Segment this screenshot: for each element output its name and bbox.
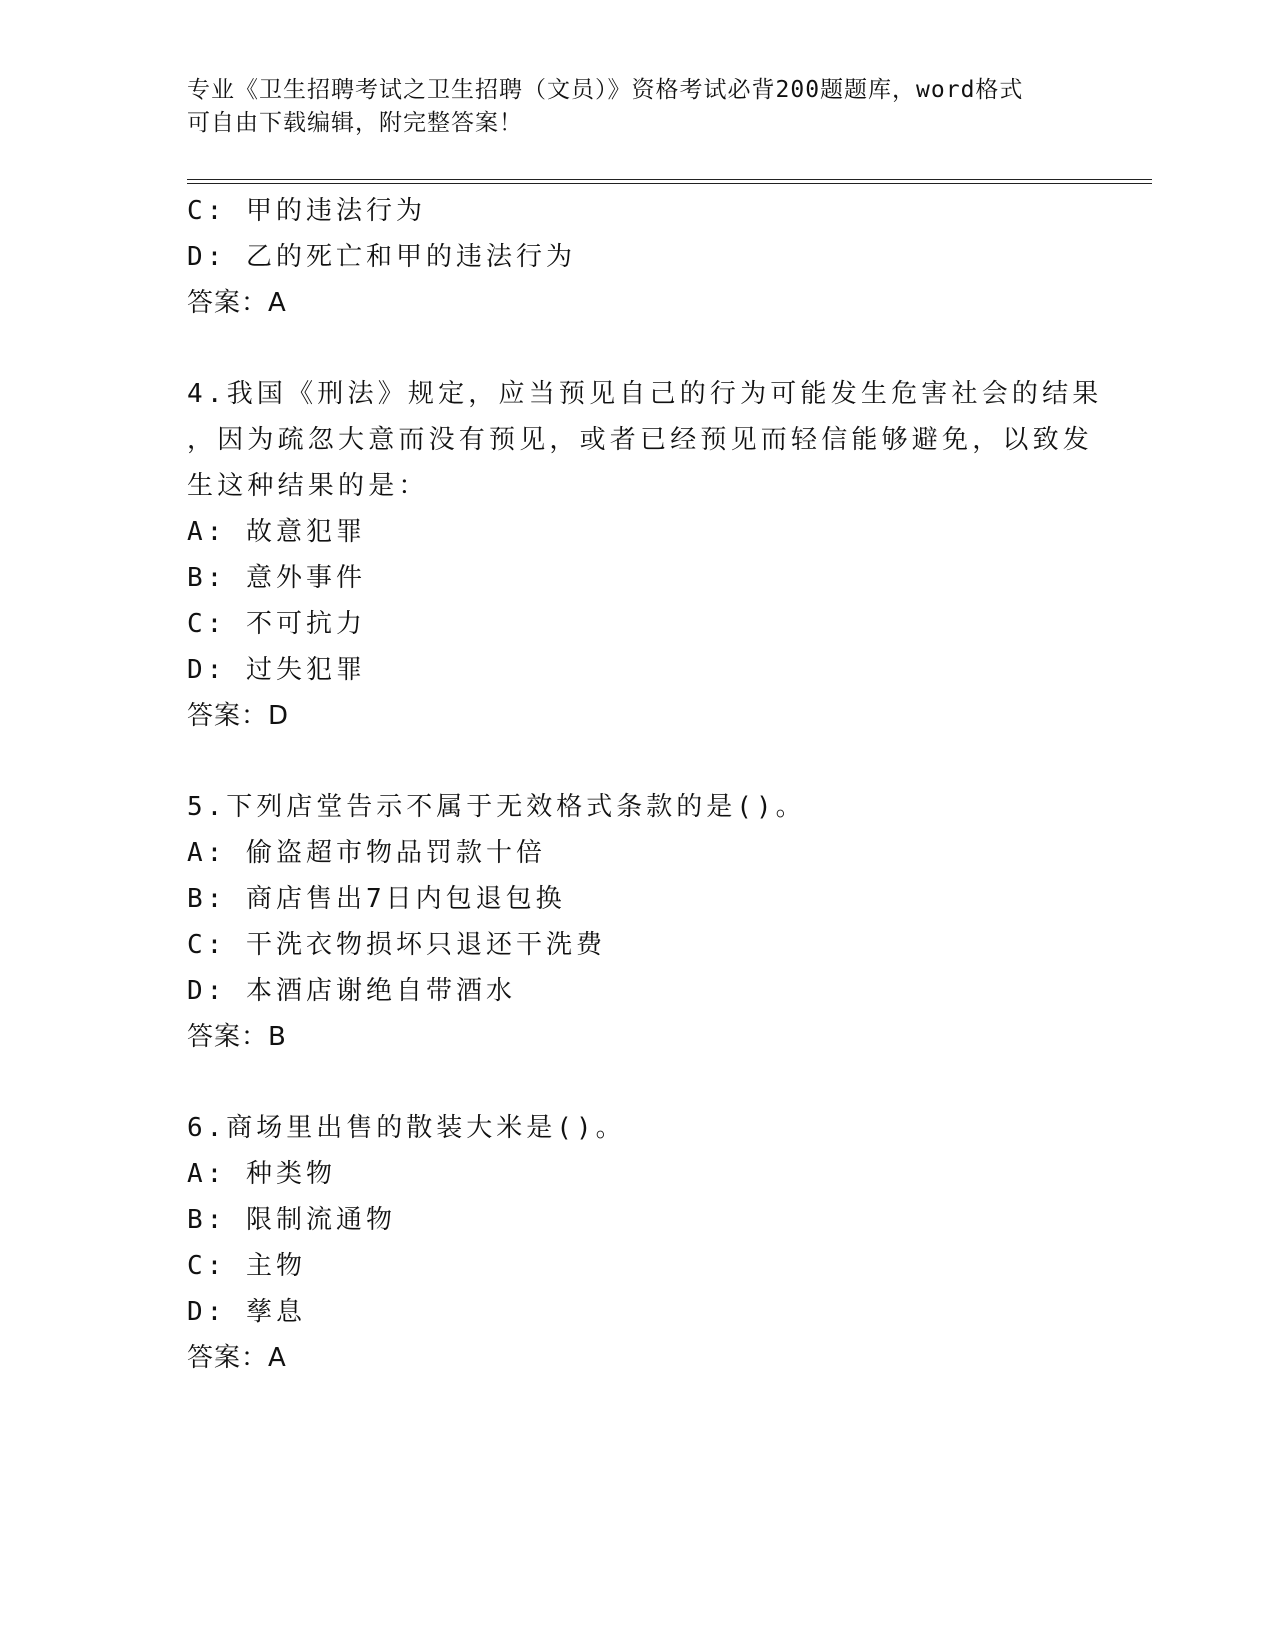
question-5 [187,784,1087,1060]
option-c: C: 干洗衣物损坏只退还干洗费 [187,930,606,960]
option-c: C: 不可抗力 [187,609,366,639]
question-stem: 6.商场里出售的散装大米是()。 [187,1113,626,1143]
answer: 答案：A [187,1343,287,1373]
spacer [187,739,1087,784]
option-d: D: 孳息 [187,1297,306,1327]
header-line-1: 专业《卫生招聘考试之卫生招聘（文员）》资格考试必背200题题库，word格式 [187,77,1024,103]
option-b: B: 限制流通物 [187,1205,396,1235]
option-a: A: 种类物 [187,1159,336,1189]
stem-line: 生这种结果的是： [187,471,429,501]
stem-line: ，因为疏忽大意而没有预见，或者已经预见而轻信能够避免，以致发 [187,425,1094,455]
stem-line: 4.我国《刑法》规定，应当预见自己的行为可能发生危害社会的结果 [187,379,1103,409]
question-list [187,188,1103,1381]
option-b: B: 商店售出7日内包退包换 [187,884,566,914]
answer: 答案：D [187,701,290,731]
question-stem [187,371,1103,509]
answer: 答案：A [187,288,287,318]
option-a: A: 故意犯罪 [187,517,366,547]
answer: 答案：B [187,1022,287,1052]
spacer [187,326,1087,371]
option-d: D: 过失犯罪 [187,655,366,685]
header-line-2: 可自由下载编辑，附完整答案！ [187,110,523,136]
header-divider-top [187,179,1152,180]
option-b: B: 意外事件 [187,563,366,593]
option-d: D: 乙的死亡和甲的违法行为 [187,242,576,272]
question-6 [187,1105,1087,1381]
option-a: A: 偷盗超市物品罚款十倍 [187,838,546,868]
question-3 [187,188,1087,326]
option-d: D: 本酒店谢绝自带酒水 [187,976,516,1006]
option-c: C: 主物 [187,1251,306,1281]
option-c: C: 甲的违法行为 [187,196,426,226]
header-divider-bottom [187,183,1152,184]
question-4 [187,371,1103,739]
document-header [187,74,1087,140]
question-stem: 5.下列店堂告示不属于无效格式条款的是()。 [187,792,806,822]
spacer [187,1060,1087,1105]
